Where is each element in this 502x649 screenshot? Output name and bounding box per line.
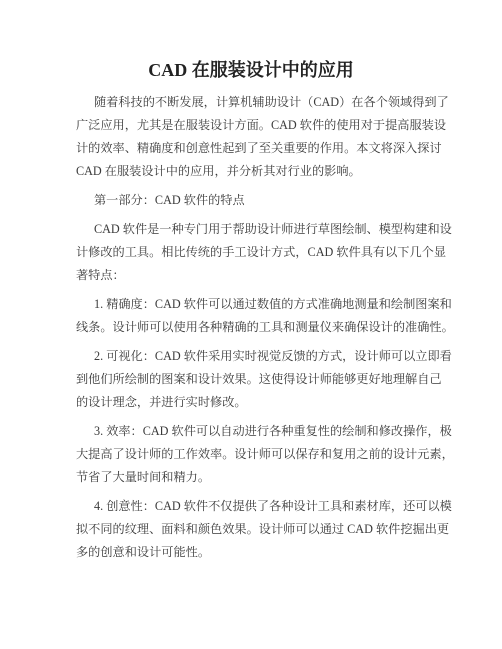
item-3-line-2: 大提高了设计师的工作效率。设计师可以保存和复用之前的设计元素， [76, 447, 454, 461]
paragraph-2-line-2: 计修改的工具。相比传统的手工设计方式，CAD 软件具有以下几个显 [76, 245, 447, 259]
paragraph-1-line-1: 随着科技的不断发展，计算机辅助设计（CAD）在各个领域得到了 [94, 95, 449, 109]
item-1-line-2: 线条。设计师可以使用各种精确的工具和测量仪来确保设计的准确性。 [76, 320, 454, 334]
paragraph-2-line-1: CAD 软件是一种专门用于帮助设计师进行草图绘制、模型构建和设 [94, 222, 452, 236]
item-2-line-1: 2. 可视化：CAD 软件采用实时视觉反馈的方式，设计师可以立即看 [94, 349, 452, 363]
section-heading: 第一部分：CAD 软件的特点 [94, 193, 245, 207]
paragraph-2-line-3: 著特点： [76, 268, 125, 282]
paragraph-1-line-2: 广泛应用，尤其是在服装设计方面。CAD 软件的使用对于提高服装设 [76, 118, 447, 132]
item-3-line-1: 3. 效率：CAD 软件可以自动进行各种重复性的绘制和修改操作，极 [94, 424, 452, 438]
item-3-line-3: 节省了大量时间和精力。 [76, 470, 211, 484]
item-2-line-3: 的设计理念，并进行实时修改。 [76, 395, 247, 409]
item-1-line-1: 1. 精确度：CAD 软件可以通过数值的方式准确地测量和绘制图案和 [94, 297, 452, 311]
item-4-line-2: 拟不同的纹理、面料和颜色效果。设计师可以通过 CAD 软件挖掘出更 [76, 522, 450, 536]
item-4-line-1: 4. 创意性：CAD 软件不仅提供了各种设计工具和素材库，还可以模 [94, 499, 452, 513]
document-title: CAD 在服装设计中的应用 [148, 60, 354, 80]
paragraph-1-line-4: CAD 在服装设计中的应用，并分析其对行业的影响。 [76, 164, 361, 178]
paragraph-1-line-3: 计的效率、精确度和创意性起到了至关重要的作用。本文将深入探讨 [76, 141, 442, 155]
item-2-line-2: 到他们所绘制的图案和设计效果。这使得设计师能够更好地理解自己 [76, 372, 442, 386]
item-4-line-3: 多的创意和设计可能性。 [76, 545, 211, 559]
